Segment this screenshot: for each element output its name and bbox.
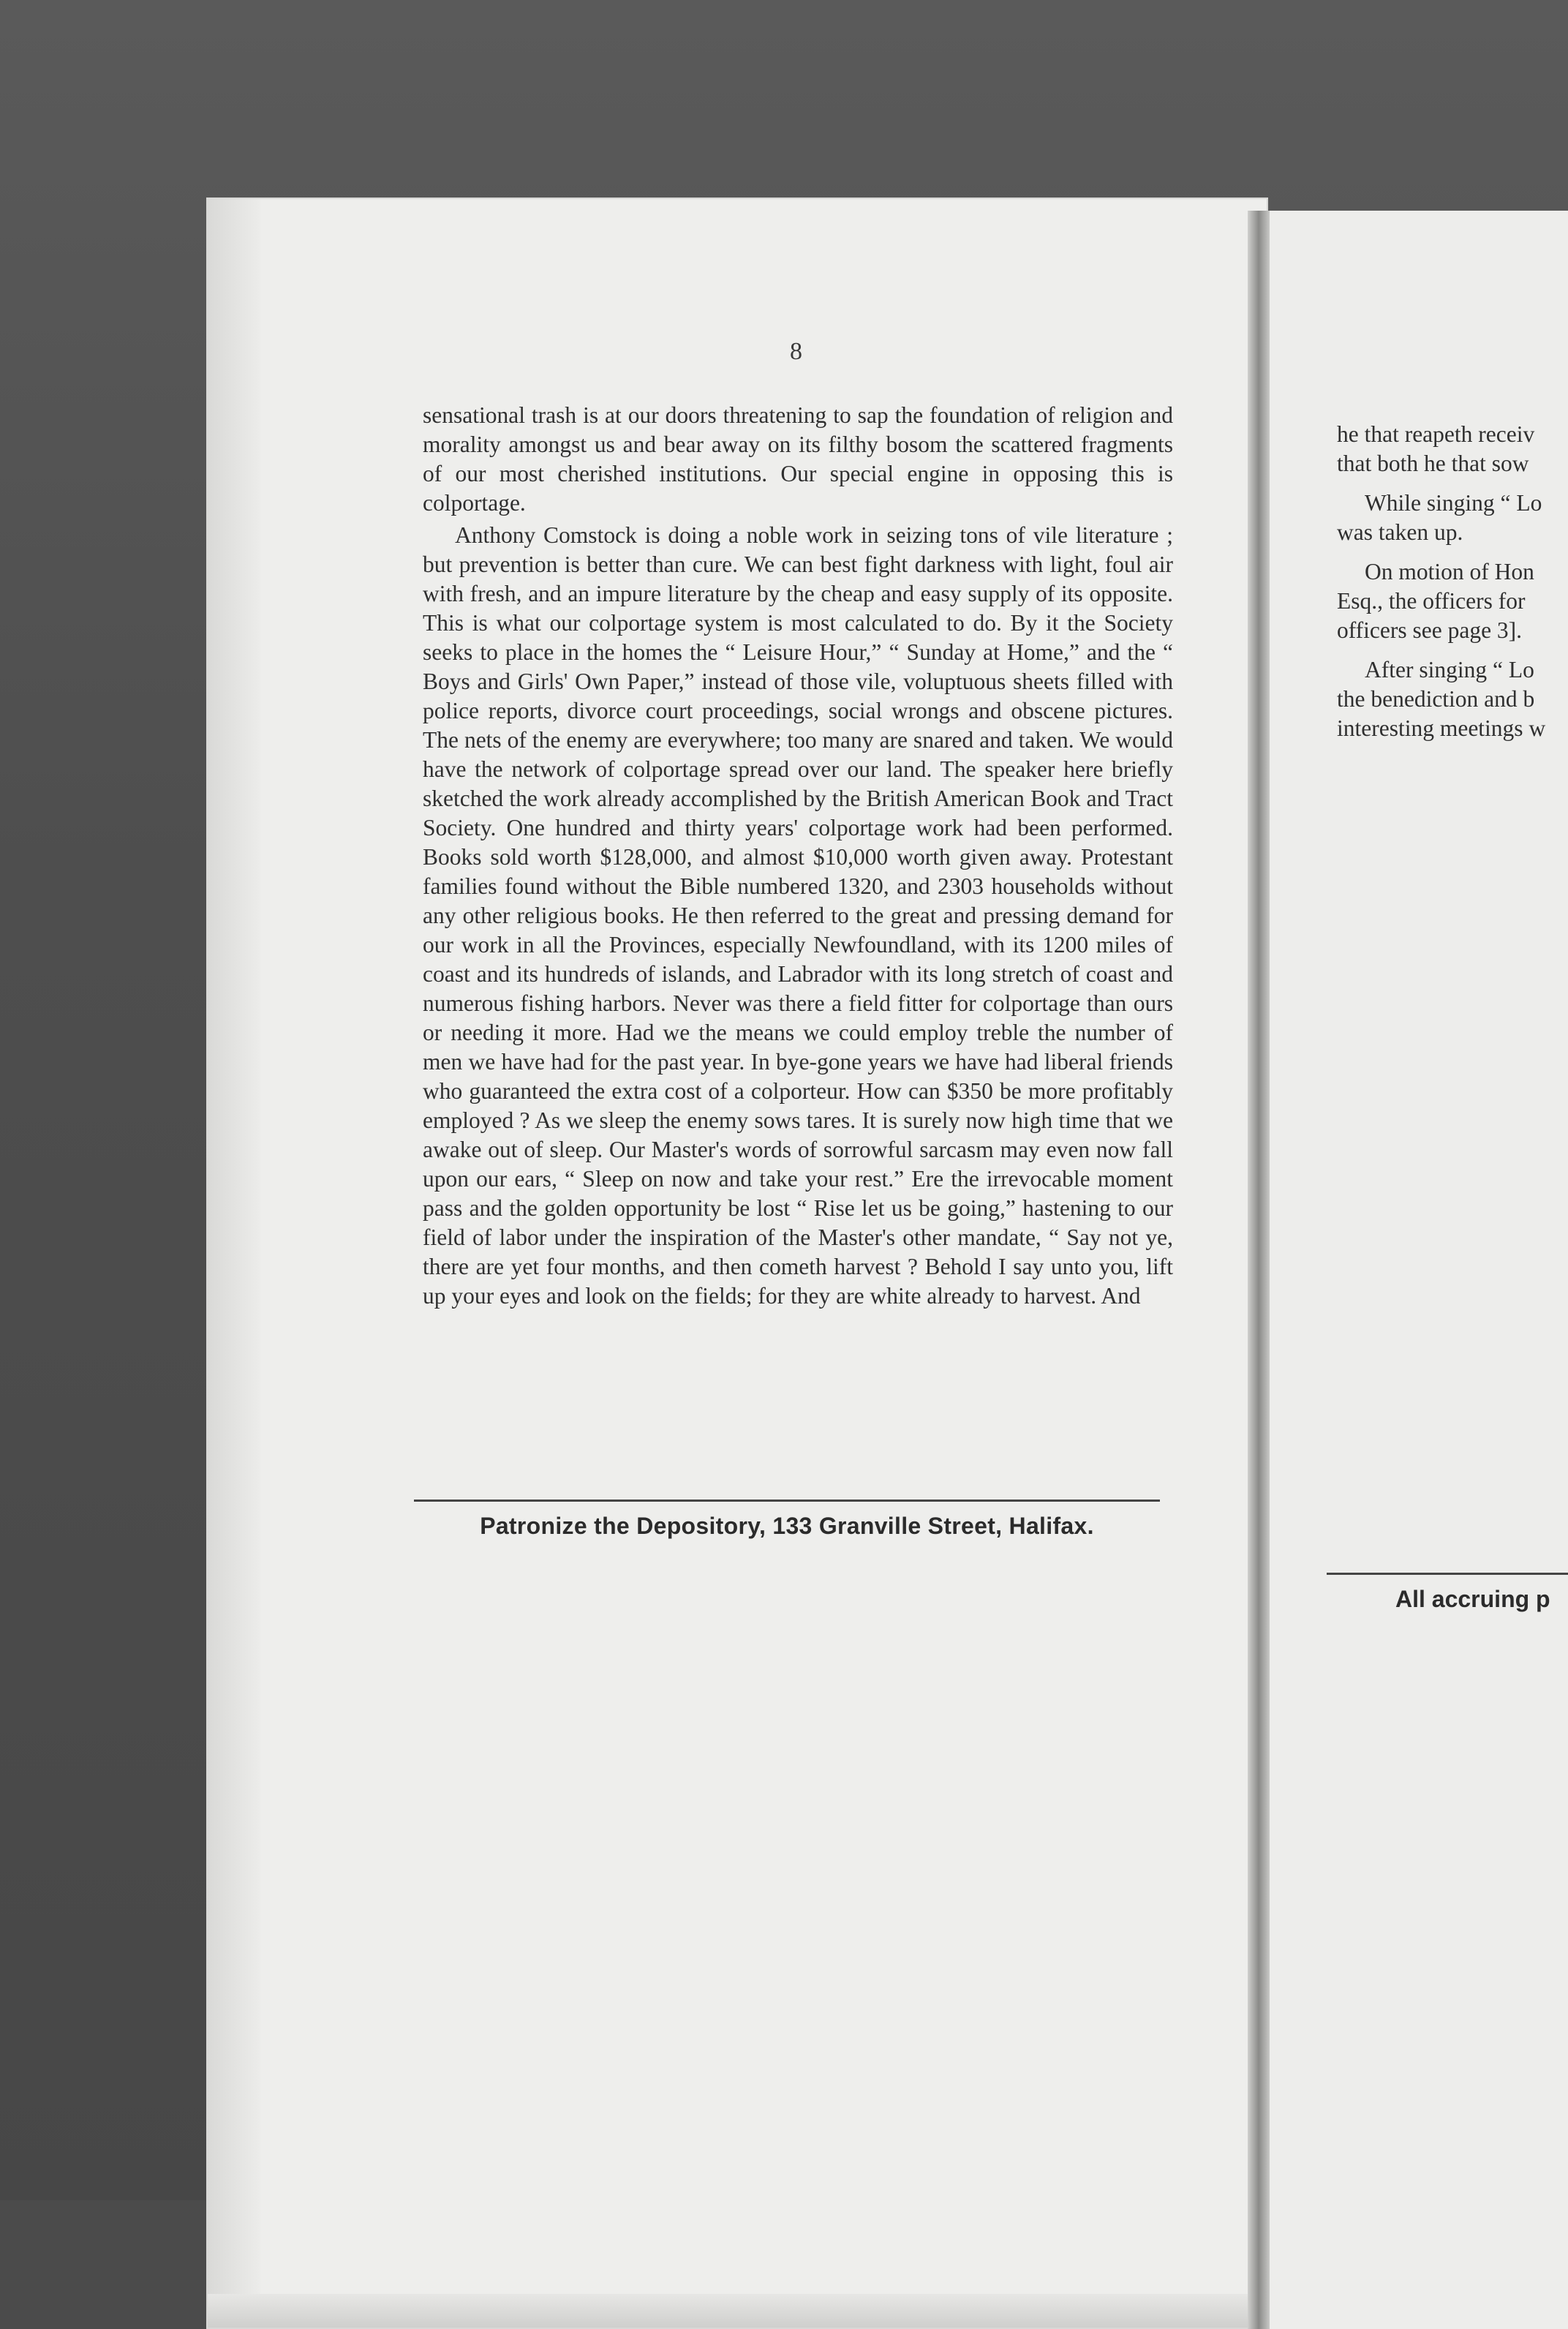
text-line: After singing “ Lo [1365,657,1534,682]
footer-rule [414,1500,1160,1502]
text-line: While singing “ Lo [1365,490,1542,516]
text-line: was taken up. [1337,519,1463,545]
text-line: Esq., the officers for [1337,588,1526,614]
right-page-text [1337,420,1568,743]
text-line: officers see page 3]. [1337,617,1523,643]
book-gutter [1248,211,1270,2329]
page-body [423,401,1173,1314]
paragraph: sensational trash is at our doors threatening to sap the foundation of religion and morality amongst us and bear away on its filthy bosom the scattered fragments of our most cherished institutions. Our special engine in opposing this is colportage. [423,402,1173,516]
right-footer-rule [1327,1573,1568,1575]
page-bottom-edge [208,2294,1267,2328]
paragraph: Anthony Comstock is doing a noble work in seizing tons of vile literature ; but prevention is better than cure. We can best fight darkness with light, foul air with fresh, and an impure literature by the cheap and easy supply of its opposite. This is what our colportage system is most calculated to do. By it the Society seeks to place in the homes the “ Leisure Hour,” “ Sunday at Home,” and the “ Boys and Girls' Own Paper,” instead of those vile, voluptuous sheets filled with police reports, divorce court proceedings, social wrongs and obscene pictures. The nets of the enemy are everywhere; too many are snared and taken. We would have the network of colportage spread over our land. The speaker here briefly sketched the work already accomplished by the British American Book and Tract Society. One hundred and thirty years' colportage work had been performed. Books sold worth $128,000, and almost $10,000 worth given away. Protestant families found without the Bible numbered 1320, and 2303 households without any other religious books. He then referred to the great and pressing demand for our work in all the Provinces, especially Newfoundland, with its 1200 miles of coast and its hundreds of islands, and Labrador with its long stretch of coast and numerous fishing harbors. Never was there a field fitter for colportage than ours or needing it more. Had we the means we could employ treble the number of men we have had for the past year. In bye-gone years we have had liberal friends who guaranteed the extra cost of a colporteur. How can $350 be more profitably employed ? As we sleep the enemy sows tares. It is surely now high time that we awake out of sleep. Our Master's words of sorrowful sarcasm may even now fall upon our ears, “ Sleep on now and take your rest.” Ere the irrevocable moment pass and the golden opportunity be lost “ Rise let us be going,” hastening to our field of labor under the inspiration of the Master's other mandate, “ Say not ye, there are yet four months, and then cometh harvest ? Behold I say unto you, lift up your eyes and look on the fields; for they are white already to harvest. And [423,522,1173,1309]
text-line: interesting meetings w [1337,715,1546,741]
text-line: he that reapeth receiv [1337,421,1535,447]
text-line: that both he that sow [1337,451,1529,476]
text-line: On motion of Hon [1365,559,1534,584]
page-number: 8 [790,338,802,365]
right-page-footer: All accruing p [1395,1586,1550,1612]
text-line: the benediction and b [1337,686,1535,712]
page-footer: Patronize the Depository, 133 Granville Street, Halifax. [480,1513,1094,1539]
page-curl-shadow [208,199,260,2328]
